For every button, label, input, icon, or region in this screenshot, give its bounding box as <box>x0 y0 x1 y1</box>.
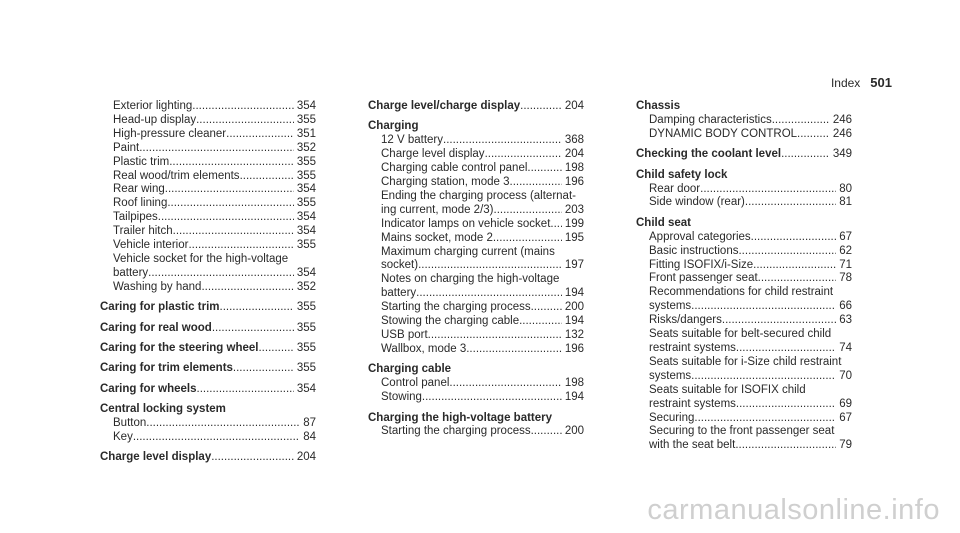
page-reference[interactable]: 204 <box>564 148 584 161</box>
index-subentry <box>636 259 852 273</box>
entry-label: Front passenger seat <box>649 272 758 285</box>
index-entry-continuation: Seats suitable for belt-secured child <box>649 328 832 341</box>
entry-label: Charge level/charge display <box>368 100 521 112</box>
entry-label: Caring for plastic trim <box>100 301 220 314</box>
entry-label: Tailpipes <box>113 211 158 224</box>
index-heading <box>100 451 316 465</box>
index-subentry <box>636 398 852 412</box>
entry-label: 12 V battery <box>381 134 444 147</box>
page-reference[interactable]: 84 <box>303 431 316 444</box>
entry-label: Damping characteristics <box>649 113 772 126</box>
dot-leader <box>466 343 562 357</box>
entry-label: Caring for trim elements <box>100 362 233 375</box>
entry-label: Checking the coolant level <box>636 148 782 161</box>
entry-label: Charge level display <box>100 451 212 464</box>
index-subentry <box>368 176 584 190</box>
page-reference[interactable]: 355 <box>296 113 316 126</box>
entry-label: Caring for the steering wheel <box>100 342 259 354</box>
index-heading <box>100 403 316 417</box>
dot-leader <box>751 231 837 245</box>
dot-leader <box>188 239 293 253</box>
page-reference[interactable]: 368 <box>564 134 584 147</box>
entry-label: Charging <box>368 120 419 133</box>
dot-leader <box>416 287 562 301</box>
dot-leader <box>196 114 294 128</box>
page-reference[interactable]: 80 <box>839 182 852 195</box>
page-reference[interactable]: 354 <box>296 225 316 238</box>
index-heading <box>368 100 584 114</box>
index-subentry <box>368 134 584 148</box>
page-reference[interactable]: 355 <box>296 321 316 334</box>
page-reference[interactable]: 81 <box>839 196 852 209</box>
dot-leader <box>173 225 294 239</box>
page-reference[interactable]: 71 <box>839 258 852 271</box>
page-reference[interactable]: 355 <box>296 169 316 182</box>
index-subentry <box>100 156 316 170</box>
index-subentry <box>100 417 316 431</box>
page-reference[interactable]: 354 <box>296 266 316 279</box>
dot-leader <box>781 148 830 162</box>
page-reference[interactable]: 204 <box>564 100 584 112</box>
index-heading <box>636 148 852 162</box>
dot-leader <box>212 322 294 336</box>
entry-label: Risks/dangers <box>649 314 722 327</box>
index-subentry <box>636 272 852 286</box>
index-subentry <box>368 162 584 176</box>
page-reference[interactable]: 195 <box>564 231 584 244</box>
page-reference[interactable]: 196 <box>564 176 584 189</box>
entry-label: Stowing <box>381 391 422 404</box>
page-reference[interactable]: 69 <box>839 397 852 410</box>
index-entry-continuation: Vehicle socket for the high-voltage <box>113 252 289 265</box>
entry-label: Side window (rear) <box>649 196 745 209</box>
index-subentry <box>100 114 316 128</box>
dot-leader <box>550 218 561 232</box>
dot-leader <box>169 156 294 170</box>
index-subentry <box>100 211 316 225</box>
page-reference[interactable]: 67 <box>839 230 852 243</box>
page-reference[interactable]: 354 <box>296 211 316 224</box>
header-title: Index <box>830 76 861 90</box>
index-subentry <box>636 196 852 210</box>
index-subentry <box>100 225 316 239</box>
entry-label: Chassis <box>636 100 681 112</box>
dot-leader <box>510 176 562 190</box>
entry-label: Child safety lock <box>636 168 728 181</box>
index-subentry <box>100 239 316 253</box>
dot-leader <box>220 301 294 315</box>
entry-label: Exterior lighting <box>113 100 193 112</box>
index-heading <box>100 322 316 336</box>
index-entry-continuation: Seats suitable for i-Size child restraint <box>649 355 842 368</box>
entry-label: Approval categories <box>649 230 751 243</box>
index-entry-continuation: Recommendations for child restraint <box>649 286 834 299</box>
entry-label: Wallbox, mode 3 <box>381 342 467 355</box>
entry-label: battery <box>381 287 417 300</box>
dot-leader <box>240 170 294 184</box>
index-entry-continuation: Notes on charging the high-voltage <box>381 273 560 286</box>
index-heading <box>636 100 852 114</box>
entry-label: battery <box>113 266 149 279</box>
page-reference[interactable]: 66 <box>839 300 852 313</box>
page-reference[interactable]: 246 <box>832 113 852 126</box>
page-reference[interactable]: 194 <box>564 287 584 300</box>
entry-label: Child seat <box>636 216 691 229</box>
index-subentry <box>636 439 852 453</box>
dot-leader <box>531 425 562 439</box>
entry-label: Indicator lamps on vehicle socket <box>381 217 551 230</box>
page-reference[interactable]: 196 <box>564 342 584 355</box>
entry-label: Real wood/trim elements <box>113 169 240 182</box>
index-subentry <box>368 232 584 246</box>
index-subentry <box>368 204 584 218</box>
index-subentry <box>636 114 852 128</box>
index-entry-continuation: Ending the charging process (alternat- <box>381 189 576 202</box>
entry-label: Rear wing <box>113 183 165 196</box>
index-heading <box>100 301 316 315</box>
page-header <box>831 75 892 90</box>
page-reference[interactable]: 355 <box>296 362 316 375</box>
entry-label: socket) <box>381 259 419 272</box>
page-reference[interactable]: 355 <box>296 197 316 210</box>
entry-label: Head-up display <box>113 113 197 126</box>
entry-label: Rear door <box>649 182 701 195</box>
dot-leader <box>422 391 562 405</box>
page-reference[interactable]: 349 <box>832 148 852 161</box>
page-reference[interactable]: 199 <box>564 217 584 230</box>
index-subentry <box>368 218 584 232</box>
entry-label: Fitting ISOFIX/i-Size <box>649 258 754 271</box>
page-reference[interactable]: 197 <box>564 259 584 272</box>
page-reference[interactable]: 203 <box>564 203 584 216</box>
index-subentry <box>100 281 316 295</box>
dot-leader <box>736 398 836 412</box>
page-reference[interactable]: 194 <box>564 315 584 328</box>
entry-label: Starting the charging process <box>381 301 531 314</box>
dot-leader <box>258 342 293 356</box>
dot-leader <box>736 342 836 356</box>
index-subentry <box>636 183 852 197</box>
entry-label: Roof lining <box>113 197 168 210</box>
entry-label: DYNAMIC BODY CONTROL <box>649 127 798 140</box>
dot-leader <box>772 114 830 128</box>
page-reference[interactable]: 200 <box>564 301 584 314</box>
entry-label: Caring for wheels <box>100 382 197 395</box>
entry-label: USB port <box>381 329 428 341</box>
page-reference[interactable]: 67 <box>839 411 852 424</box>
index-heading <box>368 363 584 377</box>
index-subentry <box>100 128 316 142</box>
dot-leader <box>211 451 294 465</box>
dot-leader <box>753 259 836 273</box>
page-reference[interactable]: 246 <box>832 127 852 140</box>
dot-leader <box>520 100 562 114</box>
dot-leader <box>192 100 294 114</box>
page-reference[interactable]: 354 <box>296 183 316 196</box>
entry-label: Charging station, mode 3 <box>381 176 510 189</box>
page-reference[interactable]: 355 <box>296 239 316 252</box>
dot-leader <box>797 128 830 142</box>
entry-label: systems <box>649 369 692 382</box>
page-reference[interactable]: 352 <box>296 141 316 154</box>
page-reference[interactable]: 63 <box>839 314 852 327</box>
index-heading <box>636 169 852 183</box>
entry-label: systems <box>649 300 692 313</box>
dot-leader <box>165 183 294 197</box>
page-reference[interactable]: 87 <box>303 417 316 430</box>
dot-leader <box>449 377 561 391</box>
entry-label: Basic instructions <box>649 244 739 257</box>
dot-leader <box>139 142 294 156</box>
index-subentry <box>100 142 316 156</box>
index-subentry <box>368 377 584 391</box>
index-subentry <box>636 128 852 142</box>
entry-label: Trailer hitch <box>113 225 173 238</box>
dot-leader <box>146 417 300 431</box>
dot-leader <box>691 300 836 314</box>
page-reference[interactable]: 132 <box>564 329 584 341</box>
dot-leader <box>197 383 294 397</box>
page-reference[interactable]: 70 <box>839 369 852 382</box>
entry-label: Key <box>113 431 133 444</box>
entry-label: Mains socket, mode 2 <box>381 231 493 244</box>
dot-leader <box>758 272 837 286</box>
entry-label: Stowing the charging cable <box>381 315 520 328</box>
dot-leader <box>493 232 562 246</box>
dot-leader <box>527 162 561 176</box>
page-reference[interactable]: 198 <box>564 377 584 390</box>
index-subentry <box>368 148 584 162</box>
index-subentry <box>100 183 316 197</box>
page-reference[interactable]: 200 <box>564 425 584 438</box>
index-subentry <box>100 431 316 445</box>
index-heading <box>368 412 584 426</box>
entry-label: Button <box>113 417 147 430</box>
page-reference[interactable]: 204 <box>296 451 316 464</box>
dot-leader <box>418 259 562 273</box>
dot-leader <box>519 315 562 329</box>
index-subentry <box>368 391 584 405</box>
dot-leader <box>700 183 836 197</box>
dot-leader <box>443 134 562 148</box>
entry-label: Charging the high-voltage battery <box>368 411 553 424</box>
index-subentry <box>636 314 852 328</box>
entry-label: Washing by hand <box>113 280 202 293</box>
dot-leader <box>201 281 293 295</box>
index-subentry <box>100 267 316 281</box>
index-subentry <box>636 231 852 245</box>
entry-label: Securing <box>649 411 695 424</box>
entry-label: Charge level display <box>381 148 485 161</box>
index-subentry <box>368 315 584 329</box>
entry-label: Vehicle interior <box>113 239 189 252</box>
page-reference[interactable]: 78 <box>839 272 852 285</box>
page-reference[interactable]: 355 <box>296 301 316 314</box>
page-reference[interactable]: 194 <box>564 391 584 404</box>
dot-leader <box>494 204 562 218</box>
page-reference[interactable]: 354 <box>296 100 316 112</box>
index-subentry <box>368 301 584 315</box>
dot-leader <box>691 370 836 384</box>
entry-label: ing current, mode 2/3) <box>381 203 494 216</box>
index-subentry <box>636 342 852 356</box>
index-column-3 <box>636 100 852 453</box>
page-reference[interactable]: 354 <box>296 382 316 395</box>
entry-label: Charging cable control panel <box>381 162 528 175</box>
index-subentry <box>100 197 316 211</box>
page-reference[interactable]: 79 <box>839 439 852 452</box>
entry-label: Central locking system <box>100 403 226 416</box>
dot-leader <box>158 211 294 225</box>
page-reference[interactable]: 355 <box>296 342 316 354</box>
page-reference[interactable]: 74 <box>839 342 852 354</box>
index-subentry <box>636 300 852 314</box>
entry-label: Control panel <box>381 377 450 390</box>
page-number: 501 <box>870 75 892 90</box>
page-reference[interactable]: 198 <box>564 162 584 175</box>
index-subentry <box>368 425 584 439</box>
index-subentry <box>368 343 584 357</box>
entry-label: restraint systems <box>649 342 736 354</box>
index-heading <box>100 342 316 356</box>
index-subentry <box>100 170 316 184</box>
dot-leader <box>167 197 293 211</box>
entry-label: Starting the charging process <box>381 425 531 438</box>
dot-leader <box>694 412 836 426</box>
page-reference[interactable]: 352 <box>296 280 316 293</box>
index-subentry <box>636 245 852 259</box>
entry-label: High-pressure cleaner <box>113 127 227 140</box>
entry-label: Plastic trim <box>113 155 170 168</box>
index-heading <box>636 217 852 231</box>
index-entry-continuation: Maximum charging current (mains <box>381 245 555 258</box>
dot-leader <box>735 439 836 453</box>
dot-leader <box>738 245 836 259</box>
entry-label: with the seat belt <box>649 439 736 452</box>
index-heading <box>100 383 316 397</box>
index-column-2 <box>368 100 584 439</box>
watermark: carmanualsonline.info <box>647 494 940 526</box>
index-entry-continuation: Securing to the front passenger seat <box>649 425 835 438</box>
dot-leader <box>226 128 294 142</box>
index-heading <box>368 120 584 134</box>
dot-leader <box>531 301 562 315</box>
dot-leader <box>148 267 294 281</box>
dot-leader <box>745 196 836 210</box>
entry-label: Caring for real wood <box>100 321 212 334</box>
page-reference[interactable]: 355 <box>296 155 316 168</box>
index-subentry <box>368 287 584 301</box>
dot-leader <box>233 362 294 376</box>
page-reference[interactable]: 62 <box>839 244 852 257</box>
entry-label: Paint <box>113 141 140 154</box>
dot-leader <box>428 329 562 343</box>
index-subentry <box>100 100 316 114</box>
dot-leader <box>485 148 562 162</box>
page-reference[interactable]: 351 <box>296 127 316 140</box>
entry-label: Charging cable <box>368 363 452 376</box>
index-subentry <box>368 259 584 273</box>
index-subentry <box>368 329 584 343</box>
index-subentry <box>636 370 852 384</box>
dot-leader <box>722 314 836 328</box>
dot-leader <box>133 431 300 445</box>
index-heading <box>100 362 316 376</box>
entry-label: restraint systems <box>649 397 736 410</box>
index-subentry <box>636 412 852 426</box>
index-column-1 <box>100 100 316 465</box>
index-entry-continuation: Seats suitable for ISOFIX child <box>649 383 806 396</box>
